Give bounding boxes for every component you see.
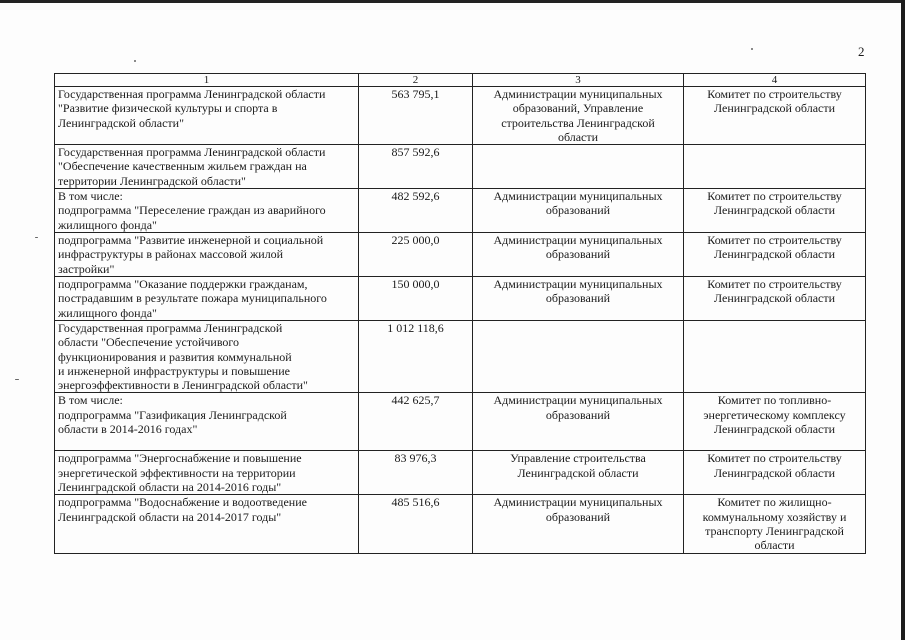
executor-cell: [473, 276, 684, 320]
cell-line: Ленинградской области: [713, 101, 836, 116]
table-row: [55, 320, 866, 392]
right-edge-shadow: [901, 0, 905, 640]
responsible-cell: [684, 233, 866, 277]
executor-cell: [473, 320, 684, 392]
cell-line: жилищного фонда": [58, 305, 157, 320]
amount-cell: 563 795,1: [359, 87, 473, 145]
executor-cell: [473, 145, 684, 189]
responsible-cell: [684, 320, 866, 392]
cell-line: образований, Управление: [512, 101, 644, 116]
cell-line: Комитет по строительству: [707, 189, 842, 204]
cell-line: Администрации муниципальных: [493, 495, 663, 510]
cell-line: В том числе:: [58, 189, 123, 204]
cell-line: образований: [545, 203, 611, 218]
responsible-cell: [684, 189, 866, 233]
cell-line: Комитет по строительству: [707, 276, 842, 291]
cell-line: коммунальному хозяйству и: [702, 509, 847, 524]
program-name-cell: [55, 189, 359, 233]
responsible-cell: [684, 393, 866, 451]
table-row: [55, 276, 866, 320]
top-border-line: [0, 0, 905, 3]
cell-line: Комитет по строительству: [707, 451, 842, 466]
cell-line: застройки": [58, 261, 115, 276]
cell-line: энергоэффективности в Ленинградской области": [58, 378, 308, 393]
cell-line: Ленинградской области: [713, 247, 836, 262]
executor-cell: [473, 189, 684, 233]
table-row: [55, 145, 866, 189]
cell-line: подпрограмма "Оказание поддержки гражданам,: [58, 276, 308, 291]
program-name-cell: [55, 233, 359, 277]
cell-line: Государственная программа Ленинградской области: [58, 145, 326, 160]
cell-line: Администрации муниципальных: [493, 276, 663, 291]
cell-line: Ленинградской области: [713, 422, 836, 437]
scan-speck: [15, 379, 19, 380]
cell-line: подпрограмма "Переселение граждан из аварийного: [58, 203, 326, 218]
cell-line: жилищного фонда": [58, 217, 157, 232]
responsible-cell: [684, 495, 866, 553]
cell-line: Комитет по топливно-: [717, 393, 832, 408]
cell-line: образований: [545, 247, 611, 262]
program-name-cell: [55, 145, 359, 189]
responsible-cell: [684, 451, 866, 495]
cell-line: Ленинградской области: [713, 465, 836, 480]
program-name-cell: [55, 276, 359, 320]
program-name-cell: [55, 393, 359, 451]
amount-cell: 225 000,0: [359, 233, 473, 277]
cell-line: Государственная программа Ленинградской области: [58, 87, 326, 101]
amount-cell: 150 000,0: [359, 276, 473, 320]
amount-cell: 857 592,6: [359, 145, 473, 189]
cell-line: функционирования и развития коммунальной: [58, 349, 292, 364]
cell-line: территории Ленинградской области": [58, 173, 246, 188]
page-number: 2: [858, 44, 865, 59]
cell-line: Государственная программа Ленинградской: [58, 320, 283, 335]
program-table: [54, 73, 866, 554]
amount-cell: 1 012 118,6: [359, 320, 473, 392]
program-name-cell: [55, 87, 359, 145]
cell-line: области: [557, 129, 599, 144]
header-cell: 4: [684, 74, 866, 87]
cell-line: области в 2014-2016 годах": [58, 422, 198, 437]
cell-line: Управление строительства: [510, 451, 646, 466]
scan-speck: [134, 60, 136, 62]
scan-speck: [35, 237, 38, 238]
program-name-cell: [55, 320, 359, 392]
cell-line: Ленинградской области": [58, 115, 184, 130]
cell-line: образований: [545, 509, 611, 524]
cell-line: В том числе:: [58, 393, 123, 408]
cell-line: строительства Ленинградской: [501, 115, 655, 130]
cell-line: Ленинградской области: [713, 291, 836, 306]
header-cell: 2: [359, 74, 473, 87]
cell-line: пострадавшим в результате пожара муниципального: [58, 291, 327, 306]
executor-cell: [473, 393, 684, 451]
table-row: [55, 393, 866, 451]
cell-line: Комитет по жилищно-: [717, 495, 832, 510]
cell-line: инфраструктуры в районах массовой жилой: [58, 247, 284, 262]
cell-line: области: [754, 538, 795, 553]
scan-speck: [751, 48, 753, 50]
cell-line: Ленинградской области на 2014-2016 годы": [58, 480, 282, 495]
cell-line: подпрограмма "Водоснабжение и водоотведение: [58, 495, 307, 510]
cell-line: Администрации муниципальных: [493, 189, 663, 204]
table-header-row: [55, 74, 866, 87]
table-row: [55, 451, 866, 495]
cell-line: энергетической эффективности на территории: [58, 465, 296, 480]
table-row: [55, 233, 866, 277]
cell-line: Ленинградской области: [517, 465, 639, 480]
cell-line: Комитет по строительству: [707, 233, 842, 248]
cell-line: "Обеспечение качественным жильем граждан на: [58, 159, 307, 174]
executor-cell: [473, 233, 684, 277]
cell-line: и инженерной инфраструктуры и повышение: [58, 363, 290, 378]
amount-cell: 482 592,6: [359, 189, 473, 233]
cell-line: образований: [545, 291, 611, 306]
executor-cell: [473, 87, 684, 145]
cell-line: Администрации муниципальных: [493, 233, 663, 248]
header-cell: 1: [55, 74, 359, 87]
cell-line: Ленинградской области на 2014-2017 годы": [58, 509, 282, 524]
table-row: [55, 495, 866, 553]
executor-cell: [473, 495, 684, 553]
cell-line: энергетическому комплексу: [703, 407, 846, 422]
cell-line: "Развитие физической культуры и спорта в: [58, 101, 278, 116]
cell-line: подпрограмма "Развитие инженерной и социальной: [58, 233, 324, 248]
responsible-cell: [684, 87, 866, 145]
responsible-cell: [684, 145, 866, 189]
cell-line: Администрации муниципальных: [493, 393, 663, 408]
table-row: [55, 189, 866, 233]
cell-line: подпрограмма "Газификация Ленинградской: [58, 407, 287, 422]
amount-cell: 442 625,7: [359, 393, 473, 451]
responsible-cell: [684, 276, 866, 320]
cell-line: образований: [545, 407, 611, 422]
amount-cell: 485 516,6: [359, 495, 473, 553]
program-name-cell: [55, 451, 359, 495]
cell-line: области "Обеспечение устойчивого: [58, 335, 240, 350]
header-cell: 3: [473, 74, 684, 87]
cell-line: Комитет по строительству: [707, 87, 842, 101]
executor-cell: [473, 451, 684, 495]
amount-cell: 83 976,3: [359, 451, 473, 495]
cell-line: Ленинградской области: [713, 203, 836, 218]
cell-line: транспорту Ленинградской: [705, 523, 844, 538]
table-row: [55, 87, 866, 145]
cell-line: подпрограмма "Энергоснабжение и повышение: [58, 451, 302, 466]
program-name-cell: [55, 495, 359, 553]
cell-line: Администрации муниципальных: [493, 87, 663, 101]
